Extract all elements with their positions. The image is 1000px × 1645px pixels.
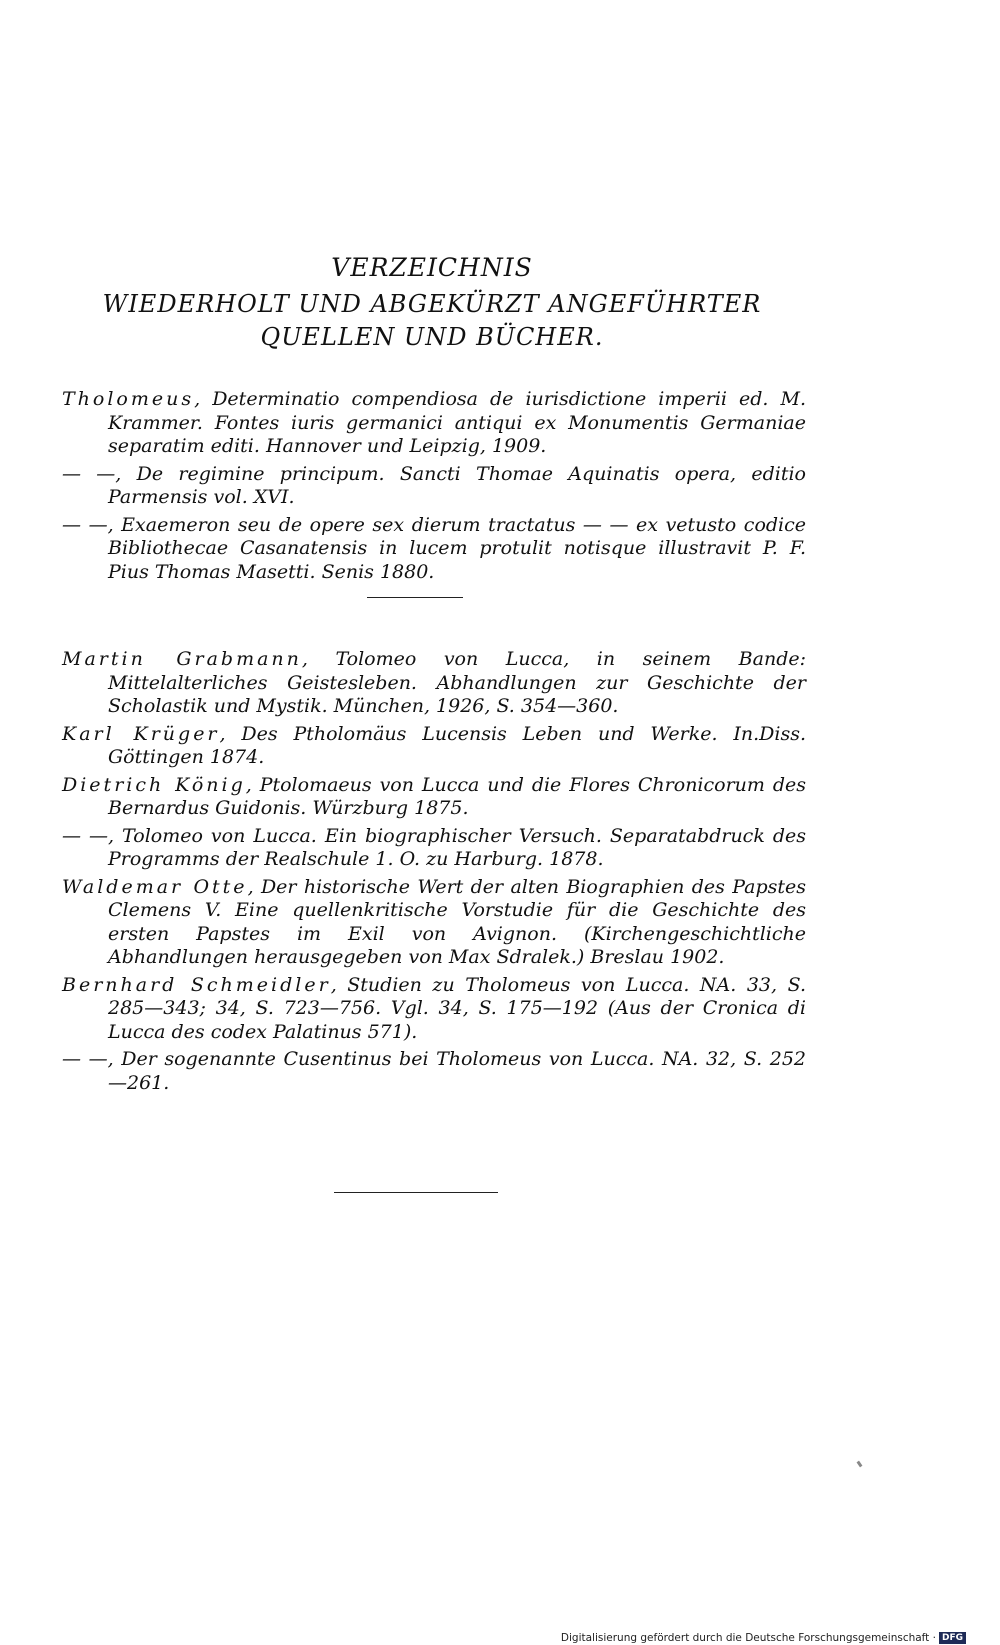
entry-author: — — <box>62 513 108 536</box>
entry-text: , De regimine principum. Sancti Thomae Aquinatis opera, editio Parmensis vol. XVI. <box>108 462 813 508</box>
bibliography-entry <box>62 722 813 770</box>
entry-text: , Der sogenannte Cusentinus bei Tholomeus von Lucca. NA. 32, S. 252—261. <box>107 1048 806 1094</box>
entry-author: Dietrich König <box>62 773 246 796</box>
sources-list <box>62 388 813 588</box>
entry-text: , Studien zu Tholomeus von Lucca. NA. 33, S. 285—343; 34, S. 723—756. Vgl. 34, S. 175—192 (Aus der Cronica di Lucca des codex Palatinus 571). <box>108 973 813 1043</box>
entry-author: Martin Grabmann <box>62 648 302 670</box>
entry-author: — — <box>62 824 109 847</box>
bibliography-entry <box>62 513 813 585</box>
bibliography-entry <box>62 973 813 1045</box>
literature-list <box>62 648 813 1099</box>
entry-author: Bernhard Schmeidler <box>62 973 331 996</box>
bibliography-entry <box>62 773 813 821</box>
entry-author: Tholomeus <box>62 388 195 410</box>
entry-text: , Tolomeo von Lucca. Ein biographischer Versuch. Separatabdruck des Programms der Realschule 1. O. zu Harburg. 1878. <box>108 824 813 870</box>
bibliography-entry <box>62 388 813 459</box>
bibliography-entry <box>62 824 813 872</box>
bibliography-entry <box>62 462 813 510</box>
bibliography-entry <box>62 648 813 719</box>
entry-text: , Determinatio compendiosa de iurisdictione imperii ed. M. Krammer. Fontes iuris germanici antiqui ex Monumentis Germaniae separatim editi. Hannover und Leipzig, 1909. <box>108 388 813 457</box>
entry-author: — — <box>62 462 116 485</box>
end-divider <box>334 1192 498 1193</box>
entry-author: — — <box>62 1048 108 1070</box>
entry-text: , Der historische Wert der alten Biographien des Papstes Clemens V. Eine quellenkritische Vorstudie für die Geschichte des ersten Papstes im Exil von Avignon. (Kirchengeschichtliche Abhandlungen herausgegeben von Max Sdralek.) Breslau 1902. <box>108 875 813 968</box>
bibliography-entry <box>62 875 813 970</box>
page-subtitle-line-1: WIEDERHOLT UND ABGEKÜRZT ANGEFÜHRTER <box>102 290 762 318</box>
page-subtitle-line-2: QUELLEN UND BÜCHER. <box>260 323 604 351</box>
entry-text: , Des Ptholomäus Lucensis Leben und Werke. In.Diss. Göttingen 1874. <box>108 722 813 768</box>
bibliography-entry <box>62 1048 806 1095</box>
scan-speck <box>857 1461 863 1468</box>
credit-text: Digitalisierung gefördert durch die Deutsche Forschungsgemeinschaft · <box>560 1632 936 1644</box>
entry-text: , Ptolomaeus von Lucca und die Flores Chronicorum des Bernardus Guidonis. Würzburg 1875. <box>108 773 813 819</box>
digitization-credit <box>561 1632 966 1644</box>
dfg-logo-icon: DFG <box>939 1632 966 1644</box>
entry-text: , Exaemeron seu de opere sex dierum tractatus — — ex vetusto codice Bibliothecae Casanatensis in lucem protulit notisque illustravit P. F. Pius Thomas Masetti. Senis 1880. <box>107 513 813 583</box>
entry-author: Waldemar Otte <box>62 875 248 898</box>
page-title: VERZEICHNIS <box>331 253 533 282</box>
entry-text: , Tolomeo von Lucca, in seinem Bande: Mittelalterliches Geistesleben. Abhandlungen zur Geschichte der Scholastik und Mystik. München, 1926, S. 354—360. <box>108 648 813 717</box>
section-divider <box>367 597 463 598</box>
entry-author: Karl Krüger <box>62 722 220 745</box>
